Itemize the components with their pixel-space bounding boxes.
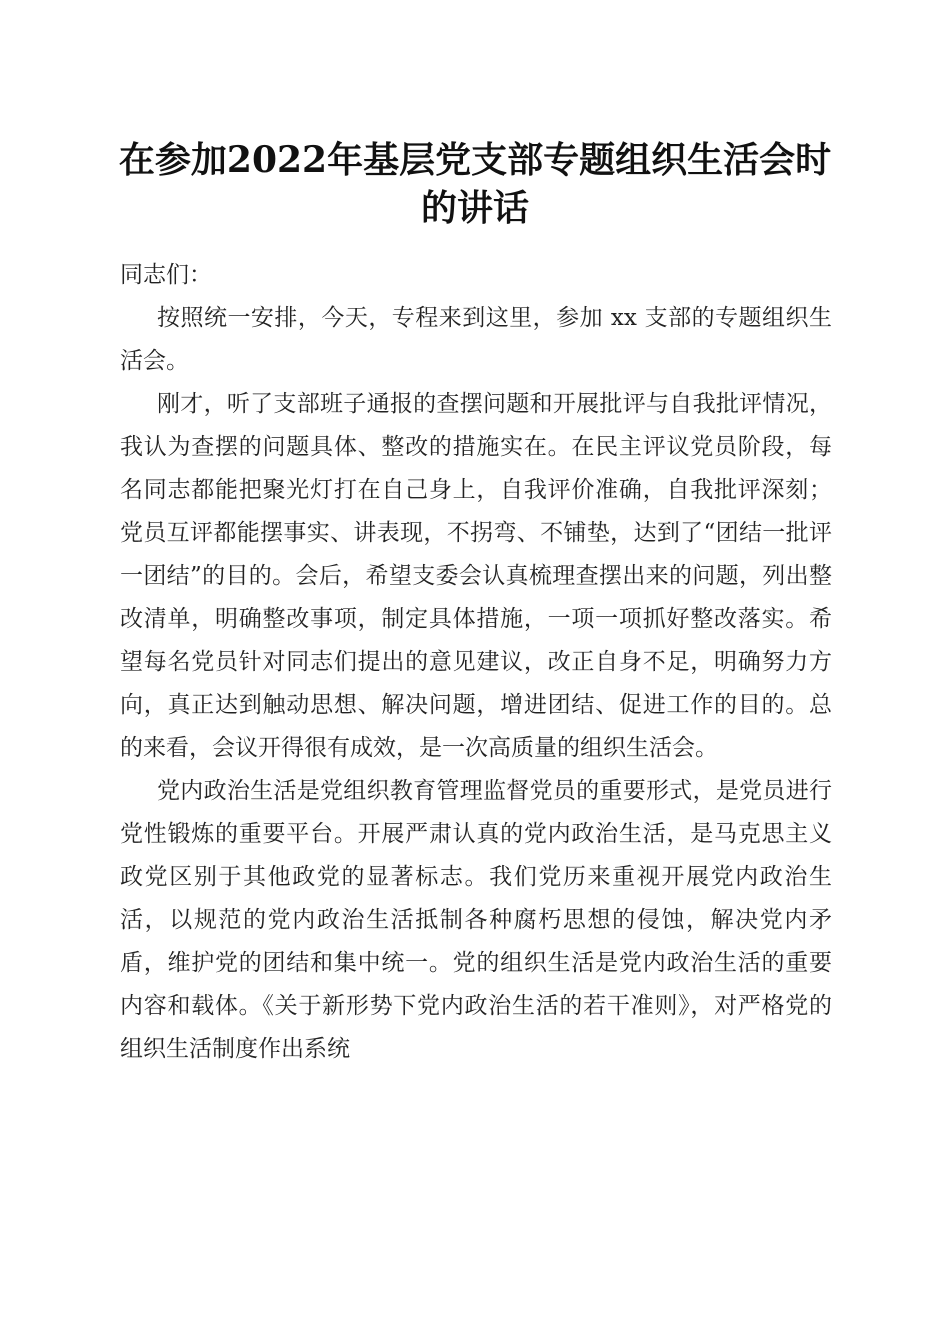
document-title — [100, 136, 850, 232]
paragraph-1: 按照统一安排，今天，专程来到这里，参加 xx 支部的专题组织生活会。 — [120, 305, 832, 374]
document-body — [120, 254, 832, 1071]
title-line-2: 的讲话 — [420, 187, 529, 229]
salutation: 同志们： — [120, 262, 212, 288]
title-line-1: 在参加2022年基层党支部专题组织生活会时 — [118, 139, 832, 181]
paragraph-3: 党内政治生活是党组织教育管理监督党员的重要形式，是党员进行党性锻炼的重要平台。开展严肃认真的党内政治生活，是马克思主义政党区别于其他政党的显著标志。我们党历来重视开展党内政治生活，以规范的党内政治生活抵制各种腐朽思想的侵蚀，解决党内矛盾，维护党的团结和集中统一。党的组织生活是党内政治生活的重要内容和载体。《关于新形势下党内政治生活的若干准则》，对严格党的组织生活制度作出系统 — [120, 778, 832, 1062]
paragraph-2: 刚才，听了支部班子通报的查摆问题和开展批评与自我批评情况，我认为查摆的问题具体、整改的措施实在。在民主评议党员阶段，每名同志都能把聚光灯打在自己身上，自我评价准确，自我批评深刻；党员互评都能摆事实、讲表现，不拐弯、不铺垫，达到了“团结一批评一团结”的目的。会后，希望支委会认真梳理查摆出来的问题，列出整改清单，明确整改事项，制定具体措施，一项一项抓好整改落实。希望每名党员针对同志们提出的意见建议，改正自身不足，明确努力方向，真正达到触动思想、解决问题，增进团结、促进工作的目的。总的来看，会议开得很有成效，是一次高质量的组织生活会。 — [120, 391, 832, 761]
